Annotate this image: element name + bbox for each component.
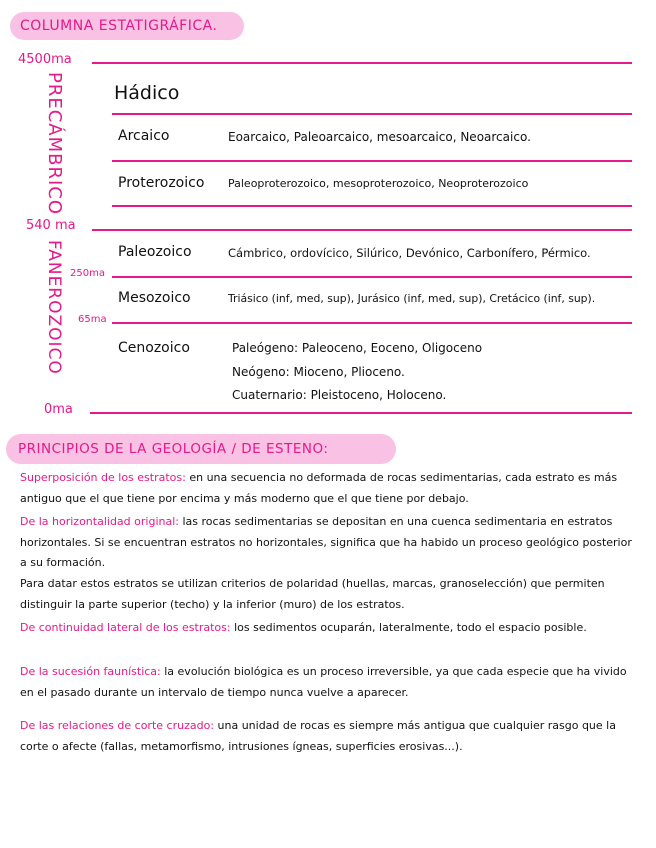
line-0 — [90, 412, 632, 414]
era-mesozoico: Mesozoico — [118, 290, 191, 306]
periods-arcaico: Eoarcaico, Paleoarcaico, mesoarcaico, Neoarcaico. — [228, 130, 531, 144]
periods-paleozoico: Cámbrico, ordovícico, Silúrico, Devónico, Carbonífero, Pérmico. — [228, 246, 591, 260]
periods-proterozoico: Paleoproterozoico, mesoproterozoico, Neoproterozoico — [228, 177, 529, 190]
principle-sucesion: De la sucesión faunística: la evolución biológica es un proceso irreversible, ya que cada especie que ha vivido en el pasado durante un intervalo de tiempo nunca vuelve a aparecer. — [20, 665, 627, 699]
principle-polaridad: Para datar estos estratos se utilizan criterios de polaridad (huellas, marcas, granoselección) que permiten distinguir la parte superior (techo) y la inferior (muro) de los estratos. — [20, 577, 605, 611]
line-65 — [112, 322, 632, 324]
age-0: 0ma — [44, 402, 73, 417]
principles-title: PRINCIPIOS DE LA GEOLOGÍA / DE ESTENO: — [18, 441, 329, 457]
principle-superposicion: Superposición de los estratos: en una secuencia no deformada de rocas sedimentarias, cada estrato es más antiguo que el que tiene por encima y más moderno que el que tiene por debajo. — [20, 471, 618, 505]
era-cenozoico: Cenozoico — [118, 340, 190, 356]
line-arcaico — [112, 160, 632, 162]
age-65: 65ma — [78, 314, 107, 325]
line-250 — [112, 276, 632, 278]
age-4500: 4500ma — [18, 52, 72, 67]
age-250: 250ma — [70, 268, 105, 279]
periods-mesozoico: Triásico (inf, med, sup), Jurásico (inf, med, sup), Cretácico (inf, sup). — [228, 292, 596, 305]
line-4500 — [92, 62, 632, 64]
column-title: COLUMNA ESTATIGRÁFICA. — [20, 18, 218, 34]
eon-fanerozoico: FANEROZOICO — [44, 240, 64, 375]
era-hadico: Hádico — [114, 82, 180, 104]
cenozoic-cuaternario: Cuaternario: Pleistoceno, Holoceno. — [232, 388, 447, 402]
era-proterozoico: Proterozoico — [118, 175, 205, 191]
eon-precambrico: PRECÁMBRICO — [44, 72, 65, 216]
line-hadico — [112, 113, 632, 115]
era-paleozoico: Paleozoico — [118, 244, 192, 260]
era-arcaico: Arcaico — [118, 128, 170, 144]
age-540: 540 ma — [26, 218, 76, 233]
cenozoic-paleogeno: Paleógeno: Paleoceno, Eoceno, Oligoceno — [232, 341, 483, 355]
line-proterozoico — [112, 205, 632, 207]
principle-corte-cruzado: De las relaciones de corte cruzado: una unidad de rocas es siempre más antigua que cualquier rasgo que la corte o afecte (fallas, metamorfismo, intrusiones ígneas, superficies erosivas...). — [20, 719, 616, 753]
principle-horizontalidad: De la horizontalidad original: las rocas sedimentarias se depositan en una cuenca sedimentaria en estratos horizontales. Si se encuentran estratos no horizontales, significa que ha habido un proceso geológico posterior a su formación. — [20, 515, 632, 569]
cenozoic-neogeno: Neógeno: Mioceno, Plioceno. — [232, 365, 405, 379]
line-540 — [92, 229, 632, 231]
principle-continuidad: De continuidad lateral de los estratos: los sedimentos ocuparán, lateralmente, todo el espacio posible. — [20, 621, 587, 634]
